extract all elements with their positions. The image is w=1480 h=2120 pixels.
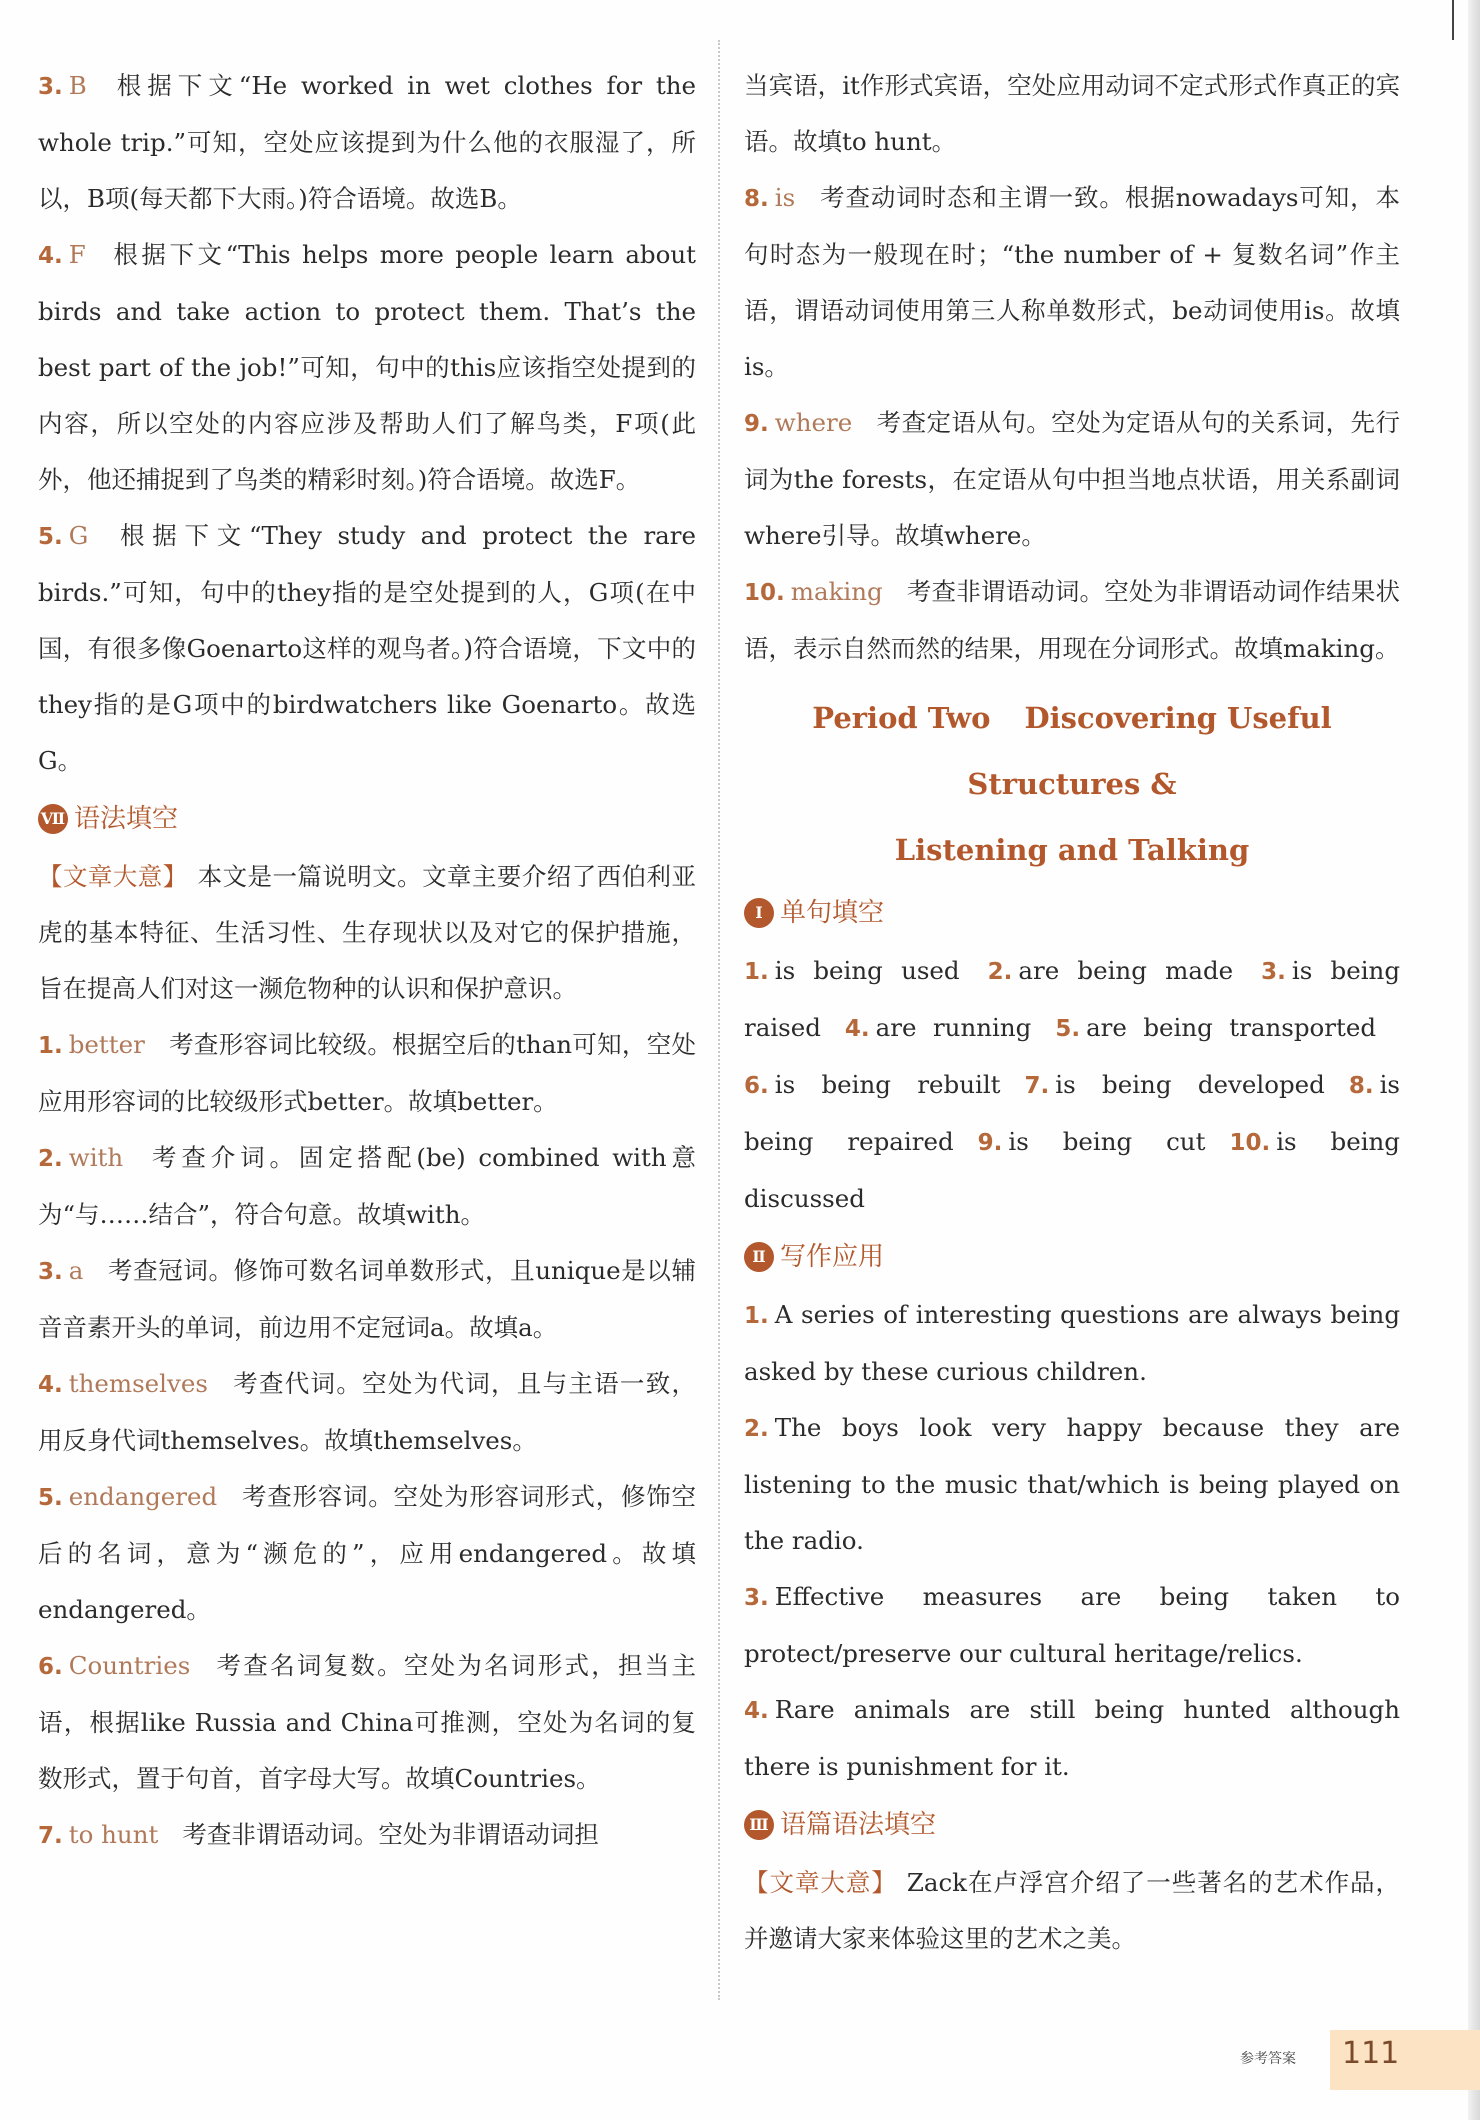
period-title: Period Two Discovering Useful Structures & Listening and Talking: [812, 701, 1332, 867]
section-badge: Ⅶ: [38, 804, 68, 834]
answer-item: 2. with 考查介词。固定搭配(be) combined with意为“与……结合”，符合句意。故填with。: [38, 1143, 696, 1229]
answer-item: 1. better 考查形容词比较级。根据空后的than可知，空处应用形容词的比较级形式better。故填better。: [38, 1030, 696, 1116]
writing-item: 1. A series of interesting questions are always being asked by these curious children.: [744, 1300, 1400, 1386]
column-divider: [718, 40, 720, 2000]
answer-item: 8. is 考查动词时态和主谓一致。根据nowadays可知，本句时态为一般现在时；“the number of + 复数名词”作主语，谓语动词使用第三人称单数形式，be动词使用is。故填is。: [744, 183, 1400, 381]
article-summary: 【文章大意】 Zack在卢浮宫介绍了一些著名的艺术作品，并邀请大家来体验这里的艺术之美。: [744, 1868, 1401, 1953]
page-number: 111: [1342, 2036, 1400, 2071]
left-column: [38, 58, 696, 1864]
fill-answers: 1. is being used 2. are being made 3. is being raised 4. are running 5. are being transported6. is being rebuilt 7. is being developed 8. is being repaired 9. is being cut 10. is being discussed: [744, 956, 1400, 1213]
page-edge: [1468, 0, 1480, 2120]
right-column: [744, 58, 1400, 1967]
section-badge: Ⅱ: [744, 1242, 774, 1272]
edge-mark: [1452, 0, 1454, 40]
answer-item: 3. B 根据下文“He worked in wet clothes for the whole trip.”可知，空处应该提到为什么他的衣服湿了，所以，B项(每天都下大雨。)符合语境。故选B。: [38, 71, 696, 213]
section-heading-grammar-fill: Ⅶ 语法填空: [38, 791, 696, 847]
answer-item: 5. G 根据下文“They study and protect the rare birds.”可知，句中的they指的是空处提到的人，G项(在中国，有很多像Goenarto这样的观鸟者。)符合语境，下文中的they指的是G项中的birdwatchers like Goenarto。故选G。: [38, 521, 696, 775]
writing-item: 3. Effective measures are being taken to protect/preserve our cultural heritage/relics.: [744, 1582, 1400, 1668]
answer-item: 4. themselves 考查代词。空处为代词，且与主语一致，用反身代词themselves。故填themselves。: [38, 1369, 696, 1455]
answer-item: 10. making 考查非谓语动词。空处为非谓语动词作结果状语，表示自然而然的结果，用现在分词形式。故填making。: [744, 577, 1400, 663]
footer-label: 参考答案: [1240, 2051, 1296, 2067]
section-badge: Ⅰ: [744, 898, 774, 928]
answer-item: 5. endangered 考查形容词。空处为形容词形式，修饰空后的名词，意为“濒危的”，应用endangered。故填endangered。: [38, 1482, 696, 1624]
writing-item: 2. The boys look very happy because they are listening to the music that/which is being played on the radio.: [744, 1413, 1400, 1555]
answer-item: 9. where 考查定语从句。空处为定语从句的关系词，先行词为the forests，在定语从句中担当地点状语，用关系副词where引导。故填where。: [744, 408, 1400, 550]
answer-item: 3. a 考查冠词。修饰可数名词单数形式，且unique是以辅音音素开头的单词，前边用不定冠词a。故填a。: [38, 1256, 696, 1342]
article-summary: 【文章大意】 本文是一篇说明文。文章主要介绍了西伯利亚虎的基本特征、生活习性、生存现状以及对它的保护措施，旨在提高人们对这一濒危物种的认识和保护意识。: [38, 862, 696, 1003]
answer-continuation: 当宾语，it作形式宾语，空处应用动词不定式形式作真正的宾语。故填to hunt。: [744, 71, 1400, 156]
writing-item: 4. Rare animals are still being hunted although there is punishment for it.: [744, 1695, 1400, 1781]
answer-item: 6. Countries 考查名词复数。空处为名词形式，担当主语，根据like Russia and China可推测，空处为名词的复数形式，置于句首，首字母大写。故填Countries。: [38, 1651, 696, 1793]
section-heading-writing: Ⅱ 写作应用: [744, 1229, 1400, 1285]
section-badge: Ⅲ: [744, 1810, 774, 1840]
section-heading-passage-grammar: Ⅲ 语篇语法填空: [744, 1797, 1400, 1853]
section-heading-sentence-fill: Ⅰ 单句填空: [744, 885, 1400, 941]
answer-item: 4. F 根据下文“This helps more people learn about birds and take action to protect them. That’s the best part of the job!”可知，句中的this应该指空处提到的内容，所以空处的内容应涉及帮助人们了解鸟类，F项(此外，他还捕捉到了鸟类的精彩时刻。)符合语境。故选F。: [38, 240, 696, 494]
answer-item: 7. to hunt 考查非谓语动词。空处为非谓语动词担: [38, 1820, 599, 1849]
